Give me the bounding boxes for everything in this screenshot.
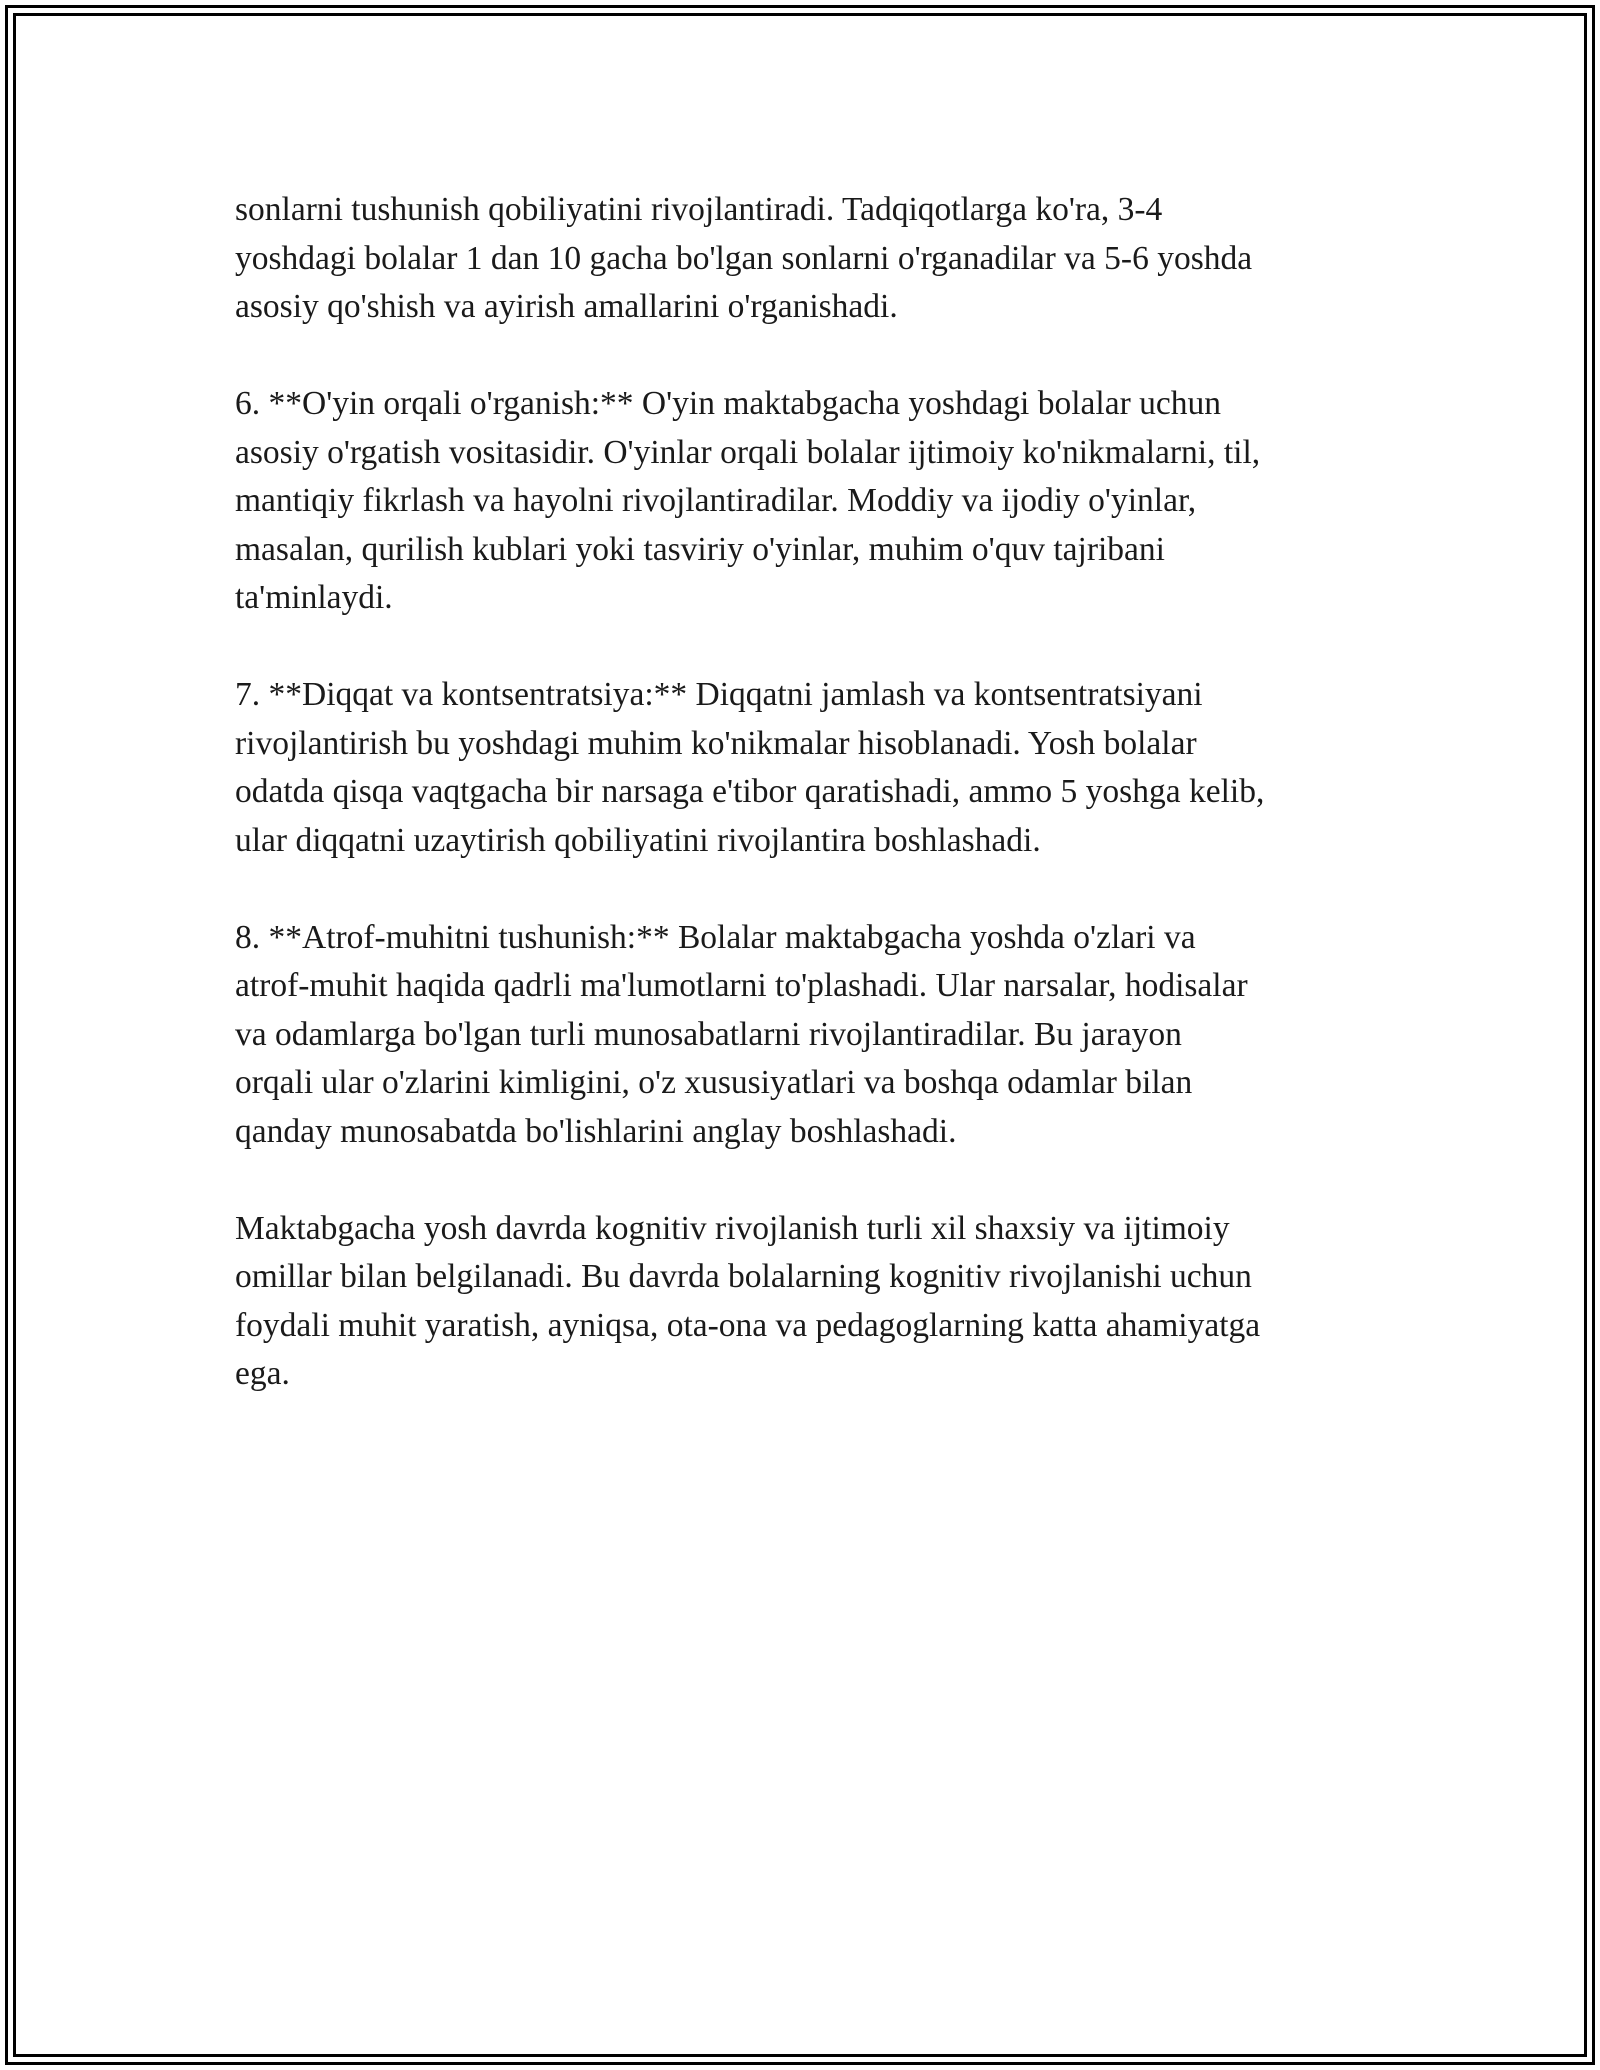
paragraph-understanding-environment: 8. **Atrof-muhitni tushunish:** Bolalar maktabgacha yoshda o'zlari va atrof-muhit haqida qadrli ma'lumotlarni to'plashadi. Ular narsalar, hodisalar va odamlarga bo'lgan turli munosabatlarni rivojlantiradilar. Bu jarayon orqali ular o'zlarini kimligini, o'z xususiyatlari va boshqa odamlar bilan qanday munosabatda bo'lishlarini anglay boshlashadi. [235, 918, 1248, 1150]
paragraph-attention-concentration: 7. **Diqqat va kontsentratsiya:** Diqqatni jamlash va kontsentratsiyani rivojlantirish bu yoshdagi muhim ko'nikmalar hisoblanadi. Yosh bolalar odatda qisqa vaqtgacha bir narsaga e'tibor qaratishadi, ammo 5 yoshga kelib, ular diqqatni uzaytirish qobiliyatini rivojlantira boshlashadi. [235, 676, 1265, 859]
paragraph-counting-skills: sonlarni tushunish qobiliyatini rivojlantiradi. Tadqiqotlarga ko'ra, 3-4 yoshdagi bolalar 1 dan 10 gacha bo'lgan sonlarni o'rganadilar va 5-6 yoshda asosiy qo'shish va ayirish amallarini o'rganishadi. [235, 191, 1253, 325]
paragraph-conclusion: Maktabgacha yosh davrda kognitiv rivojlanish turli xil shaxsiy va ijtimoiy omillar bilan belgilanadi. Bu davrda bolalarning kognitiv rivojlanishi uchun foydali muhit yaratish, ayniqsa, ota-ona va pedagoglarning katta ahamiyatga ega. [235, 1209, 1261, 1392]
document-body [235, 186, 1375, 1447]
paragraph-learning-through-play: 6. **O'yin orqali o'rganish:** O'yin maktabgacha yoshdagi bolalar uchun asosiy o'rgatish vositasidir. O'yinlar orqali bolalar ijtimoiy ko'nikmalarni, til, mantiqiy fikrlash va hayolni rivojlantiradilar. Moddiy va ijodiy o'yinlar, masalan, qurilish kublari yoki tasviriy o'yinlar, muhim o'quv tajribani ta'minlaydi. [235, 385, 1261, 616]
